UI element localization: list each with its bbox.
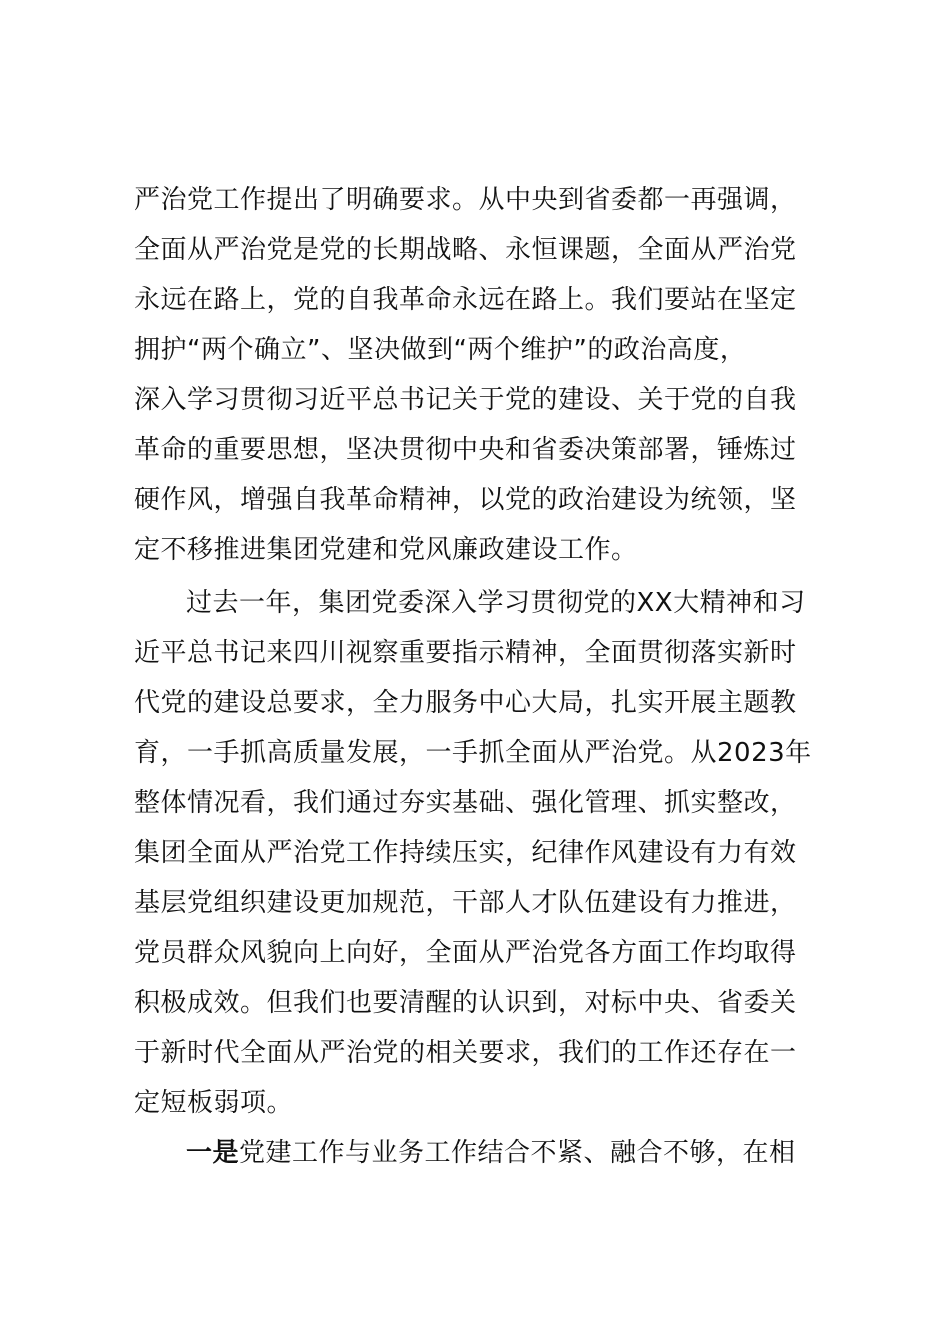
paragraph-2-line-11: 定短板弱项。 [134,1088,294,1118]
paragraph-1-line-6: 革命的重要思想，坚决贯彻中央和省委决策部署，锤炼过 [134,435,797,465]
paragraph-1-line-4: 拥护“两个确立”、坚决做到“两个维护”的政治高度， [134,335,747,365]
paragraph-2-line-2: 近平总书记来四川视察重要指示精神，全面贯彻落实新时 [134,638,797,668]
paragraph-1-line-8: 定不移推进集团党建和党风廉政建设工作。 [134,535,638,565]
paragraph-1-line-2: 全面从严治党是党的长期战略、永恒课题，全面从严治党 [134,235,797,265]
paragraph-1-line-5: 深入学习贯彻习近平总书记关于党的建设、关于党的自我 [134,385,797,415]
paragraph-2-line-6: 集团全面从严治党工作持续压实，纪律作风建设有力有效 [134,838,797,868]
paragraph-2-line-1: 过去一年，集团党委深入学习贯彻党的XX大精神和习 [186,588,806,618]
paragraph-2-line-3: 代党的建设总要求，全力服务中心大局，扎实开展主题教 [134,688,797,718]
paragraph-2-line-5: 整体情况看，我们通过夯实基础、强化管理、抓实整改， [134,788,797,818]
paragraph-3-text: 党建工作与业务工作结合不紧、融合不够，在相 [239,1138,796,1168]
paragraph-3-line-1 [186,1135,796,1171]
paragraph-2-line-9: 积极成效。但我们也要清醒的认识到，对标中央、省委关 [134,988,797,1018]
paragraph-1-line-3: 永远在路上，党的自我革命永远在路上。我们要站在坚定 [134,285,797,315]
paragraph-1-line-1: 严治党工作提出了明确要求。从中央到省委都一再强调， [134,185,797,215]
paragraph-3-bold-lead: 一是 [186,1138,240,1168]
paragraph-2-line-8: 党员群众风貌向上向好，全面从严治党各方面工作均取得 [134,938,797,968]
paragraph-2-line-10: 于新时代全面从严治党的相关要求，我们的工作还存在一 [134,1038,797,1068]
paragraph-2-line-4: 育，一手抓高质量发展，一手抓全面从严治党。从2023年 [134,738,812,768]
paragraph-1-line-7: 硬作风，增强自我革命精神，以党的政治建设为统领，坚 [134,485,797,515]
paragraph-2-line-7: 基层党组织建设更加规范，干部人才队伍建设有力推进， [134,888,797,918]
